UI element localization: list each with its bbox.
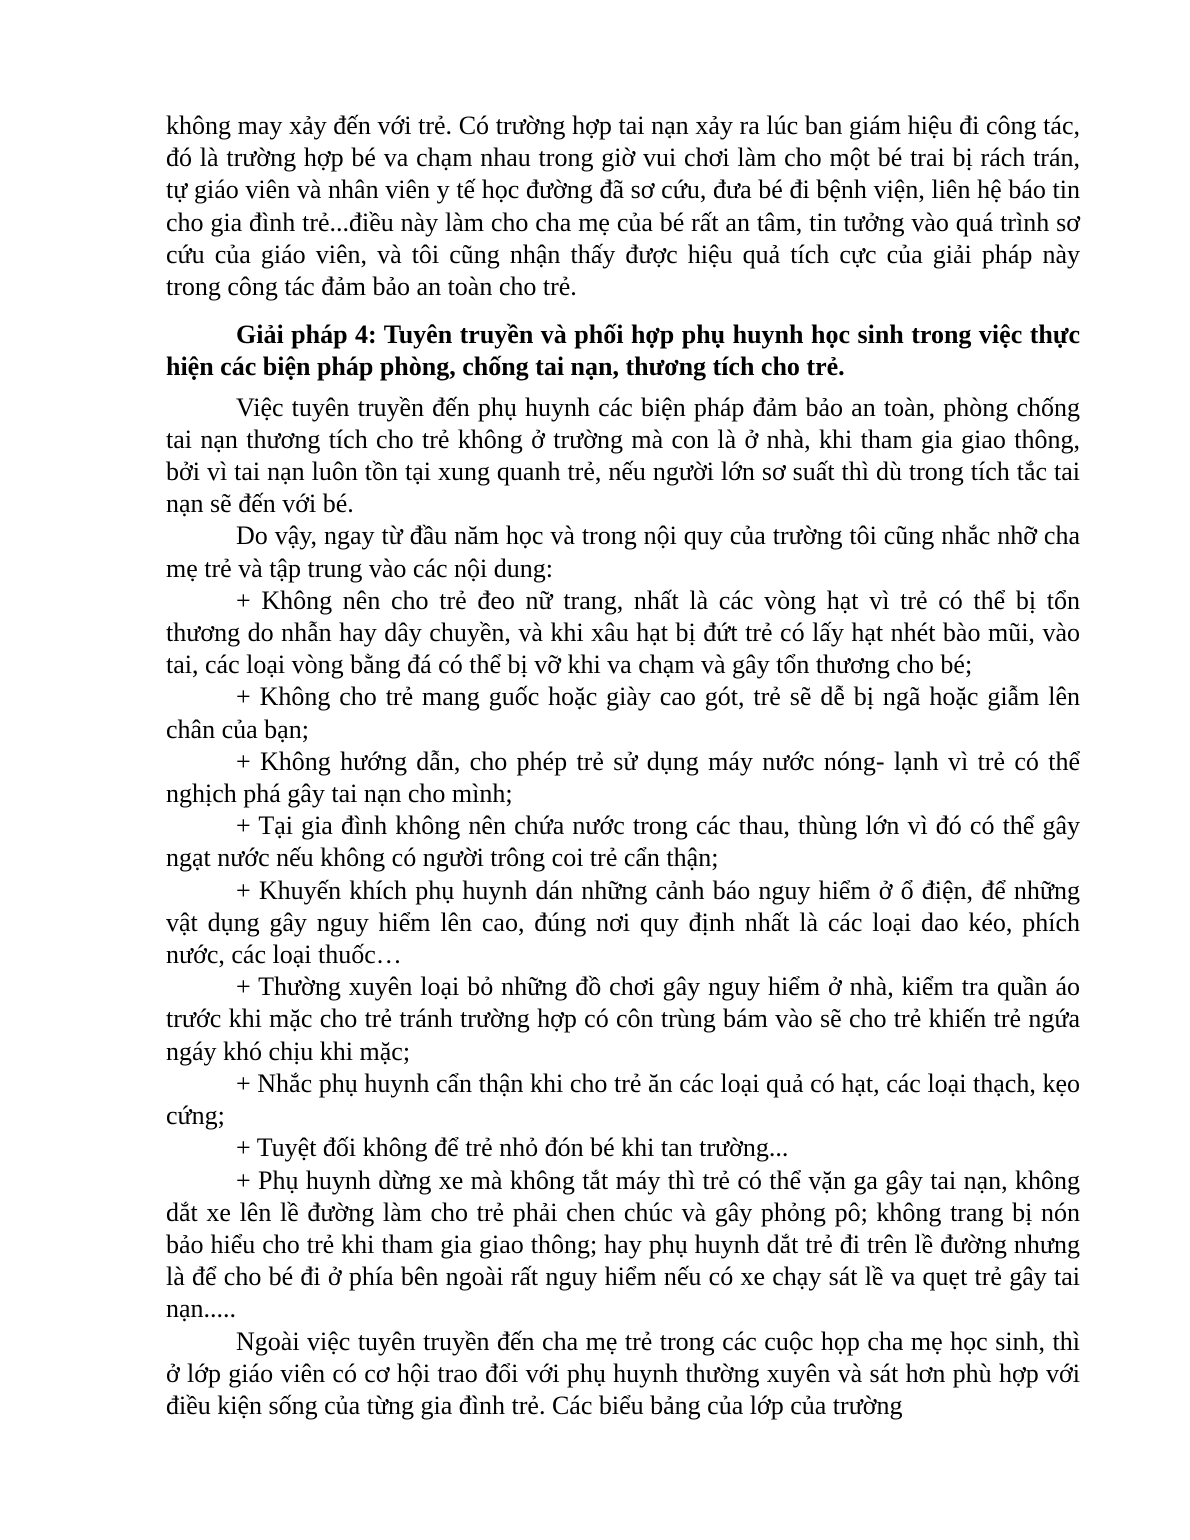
list-item-warnings: + Khuyến khích phụ huynh dán những cảnh báo nguy hiểm ở ổ điện, để những vật dụng gây nguy hiểm lên cao, đúng nơi quy định nhất là các loại dao kéo, phích nước, các loại thuốc… [166,875,1080,970]
list-item-toys: + Thường xuyên loại bỏ những đồ chơi gây nguy hiểm ở nhà, kiểm tra quần áo trước khi mặc cho trẻ tránh trường hợp có côn trùng bám vào sẽ cho trẻ khiến trẻ ngứa ngáy khó chịu khi mặc; [166,972,1080,1066]
list-item-jewelry: + Không nên cho trẻ đeo nữ trang, nhất là các vòng hạt vì trẻ có thể bị tổn thương do nhẫn hay dây chuyền, và khi xâu hạt bị đứt trẻ có lấy hạt nhét bào mũi, vào tai, các loại vòng bằng đá có thể bị vỡ khi va chạm và gây tổn thương cho bé; [166,585,1080,680]
paragraph-closing: Ngoài việc tuyên truyền đến cha mẹ trẻ trong các cuộc họp cha mẹ học sinh, thì ở lớp giáo viên có cơ hội trao đổi với phụ huynh thường xuyên và sát hơn phù hợp với điều kiện sống của từng gia đình trẻ. Các biểu bảng của lớp của trường [166,1326,1080,1420]
paragraph-intro: Việc tuyên truyền đến phụ huynh các biện pháp đảm bảo an toàn, phòng chống tai nạn thương tích cho trẻ không ở trường mà con là ở nhà, khi tham gia giao thông, bởi vì tai nạn luôn tồn tại xung quanh trẻ, nếu người lớn sơ suất thì dù trong tích tắc tai nạn sẽ đến với bé. [166,392,1080,519]
list-item-shoes: + Không cho trẻ mang guốc hoặc giày cao gót, trẻ sẽ dễ bị ngã hoặc giẫm lên chân của bạn; [166,682,1080,744]
paragraph-continuation: không may xảy đến với trẻ. Có trường hợp tai nạn xảy ra lúc ban giám hiệu đi công tác, đó là trường hợp bé va chạm nhau trong giờ vui chơi làm cho một bé trai bị rách trán, tự giáo viên và nhân viên y tế học đường đã sơ cứu, đưa bé đi bệnh viện, liên hệ báo tin cho gia đình trẻ...điều này làm cho cha mẹ của bé rất an tâm, tin tưởng vào quá trình sơ cứu của giáo viên, và tôi cũng nhận thấy được hiệu quả tích cực của giải pháp này trong công tác đảm bảo an toàn cho trẻ. [166,111,1080,302]
paragraph-reminder: Do vậy, ngay từ đầu năm học và trong nội quy của trường tôi cũng nhắc nhỡ cha mẹ trẻ và tập trung vào các nội dung: [166,521,1080,583]
document-page [166,110,1080,1422]
list-item-pickup: + Tuyệt đối không để trẻ nhỏ đón bé khi tan trường... [236,1133,789,1163]
list-item-food: + Nhắc phụ huynh cẩn thận khi cho trẻ ăn các loại quả có hạt, các loại thạch, kẹo cứng; [166,1068,1080,1131]
section-heading-solution-4: Giải pháp 4: Tuyên truyền và phối hợp phụ huynh học sinh trong việc thực hiện các biện pháp phòng, chống tai nạn, thương tích cho trẻ. [166,320,1080,382]
list-item-traffic: + Phụ huynh dừng xe mà không tắt máy thì trẻ có thể vặn ga gây tai nạn, không dắt xe lên lề đường làm cho trẻ phải chen chúc và gây phỏng pô; không trang bị nón bảo hiểu cho trẻ khi tham gia giao thông; hay phụ huynh dắt trẻ đi trên lề đường nhưng là để cho bé đi ở phía bên ngoài rất nguy hiểm nếu có xe chạy sát lề va quẹt trẻ gây tai nạn..... [166,1165,1080,1324]
list-item-water-containers: + Tại gia đình không nên chứa nước trong các thau, thùng lớn vì đó có thể gây ngạt nước nếu không có người trông coi trẻ cẩn thận; [166,811,1080,873]
list-item-water-heater: + Không hướng dẫn, cho phép trẻ sử dụng máy nước nóng- lạnh vì trẻ có thể nghịch phá gây tai nạn cho mình; [166,746,1080,809]
